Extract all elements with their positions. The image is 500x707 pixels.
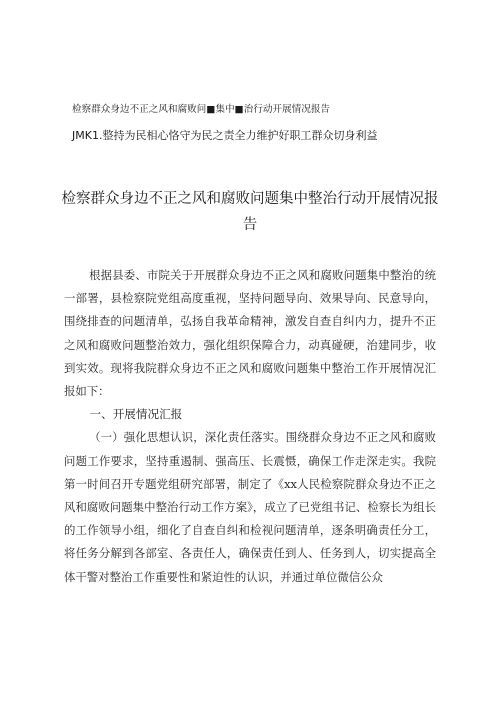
header-title-line: 检察群众身边不正之风和腐败问■集中■治行动开展情况报告 (72, 104, 331, 115)
document-body (64, 264, 436, 589)
body-paragraph: （一）强化思想认识，深化责任落实。围绕群众身边不正之风和腐败问题工作要求，坚持重遏制、强高压、长震慑，确保工作走深走实。我院第一时间召开专题党组研究部署，制定了《xx人民检察院群众身边不正之风和腐败问题集中整治行动工作方案》，成立了已党组书记、检察长为组长的工作领导小组，细化了自查自纠和检视问题清单，逐条明确责任分工，将任务分解到各部室、各责任人，确保责任到人、任务到人，切实提高全体干警对整治工作重要性和紧迫性的认识，并通过单位微信公众 (64, 430, 436, 584)
header-subtitle-line: JMK1.整持为民相心恪守为民之责全力维护好职工群众切身利益 (72, 129, 378, 142)
intro-paragraph: 根据县委、市院关于开展群众身边不正之风和腐败问题集中整治的统一部署，县检察院党组高度重视，坚持问题导向、效果导向、民意导向，围绕排查的问题清单，弘扬自我革命精神，激发自查自纠内力，提升不正之风和腐败问题整治效力，强化组织保障合力，动真碰硬，治建同步，收到实效。现将我院群众身边不正之风和腐败问题集中整治工作开展情况汇报如下： (64, 268, 436, 399)
section-heading: 一、开展情况汇报 (89, 407, 183, 422)
document-title: 检察群众身边不正之风和腐败问题集中整治行动开展情况报告 (61, 191, 439, 233)
